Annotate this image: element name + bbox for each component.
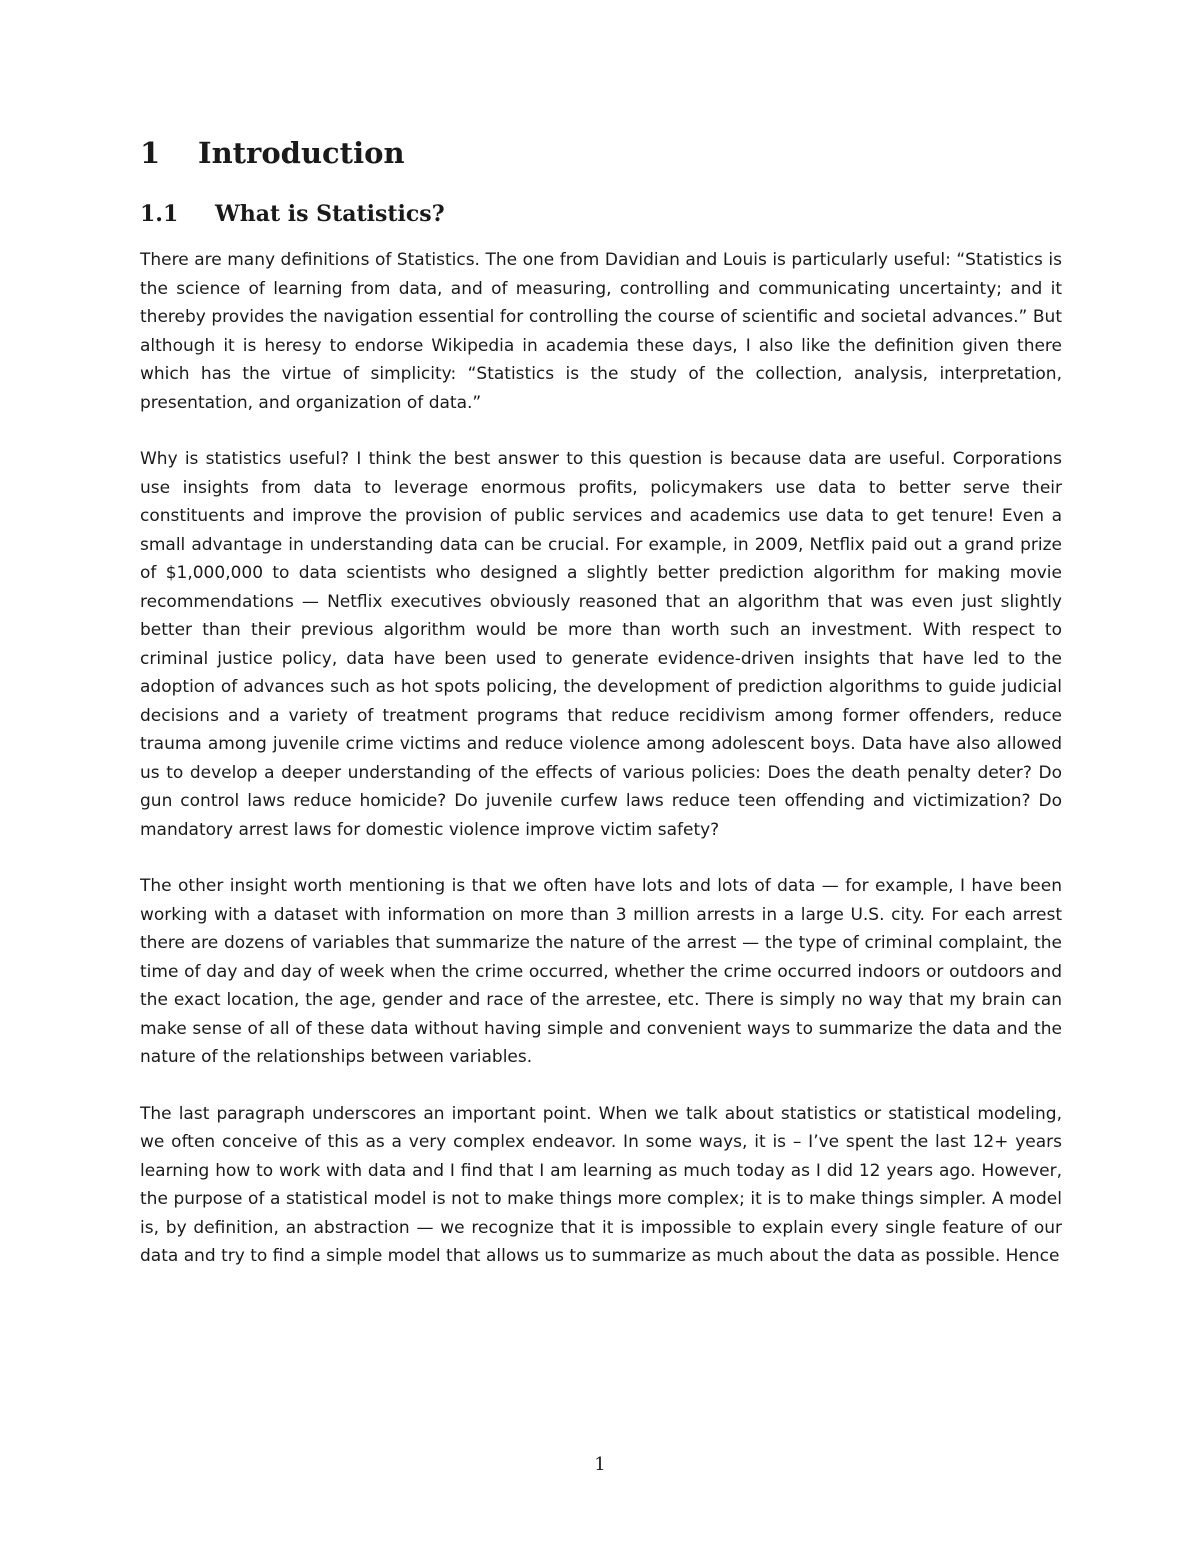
subsection-heading [140,197,445,231]
subsection-title: What is Statistics? [215,201,445,227]
paragraph-modeling: The last paragraph underscores an important point. When we talk about statistics or statistical modeling, we often conceive of this as a very complex endeavor. In some ways, it is – I’ve spent the last 12+ years learning how to work with data and I find that I am learning as much today as I did 12 years ago. However, the purpose of a statistical model is not to make things more complex; it is to make things simpler. A model is, by definition, an abstraction — we recognize that it is impossible to explain every single feature of our data and try to find a simple model that allows us to summarize as much about the data as possible. Hence [140,1103,1062,1266]
section-title: Introduction [198,136,405,170]
page-number: 1 [594,1454,606,1475]
section-number: 1 [140,136,161,170]
paragraph-lots-of-data: The other insight worth mentioning is that we often have lots and lots of data — for example, I have been working with a dataset with information on more than 3 million arrests in a large U.S. city. For each arrest there are dozens of variables that summarize the nature of the arrest — the type of criminal complaint, the time of day and day of week when the crime occurred, whether the crime occurred indoors or outdoors and the exact location, the age, gender and race of the arrestee, etc. There is simply no way that my brain can make sense of all of these data without having simple and convenient ways to summarize the data and the nature of the relationships between variables. [140,876,1062,1067]
subsection-number: 1.1 [140,201,179,227]
body-text [140,246,1062,1299]
paragraph-definitions: There are many definitions of Statistics. The one from Davidian and Louis is particularly useful: “Statistics is the science of learning from data, and of measuring, controlling and communicating uncertainty; and it thereby provides the navigation essential for controlling the course of scientific and societal advances.” But although it is heresy to endorse Wikipedia in academia these days, I also like the definition given there which has the virtue of simplicity: “Statistics is the study of the collection, analysis, interpretation, presentation, and organization of data.” [140,250,1062,413]
section-heading [140,133,405,173]
paragraph-why-useful: Why is statistics useful? I think the best answer to this question is because data are useful. Corporations use insights from data to leverage enormous profits, policymakers use data to better serve their constituents and improve the provision of public services and academics use data to get tenure! Even a small advantage in understanding data can be crucial. For example, in 2009, Netflix paid out a grand prize of $1,000,000 to data scientists who designed a slightly better prediction algorithm for making movie recommendations — Netflix executives obviously reasoned that an algorithm that was even just slightly better than their previous algorithm would be more than worth such an investment. With respect to criminal justice policy, data have been used to generate evidence-driven insights that have led to the adoption of advances such as hot spots policing, the development of prediction algorithms to guide judicial decisions and a variety of treatment programs that reduce recidivism among former offenders, reduce trauma among juvenile crime victims and reduce violence among adolescent boys. Data have also allowed us to develop a deeper understanding of the effects of various policies: Does the death penalty deter? Do gun control laws reduce homicide? Do juvenile curfew laws reduce teen offending and victimization? Do mandatory arrest laws for domestic violence improve victim safety? [140,449,1062,840]
